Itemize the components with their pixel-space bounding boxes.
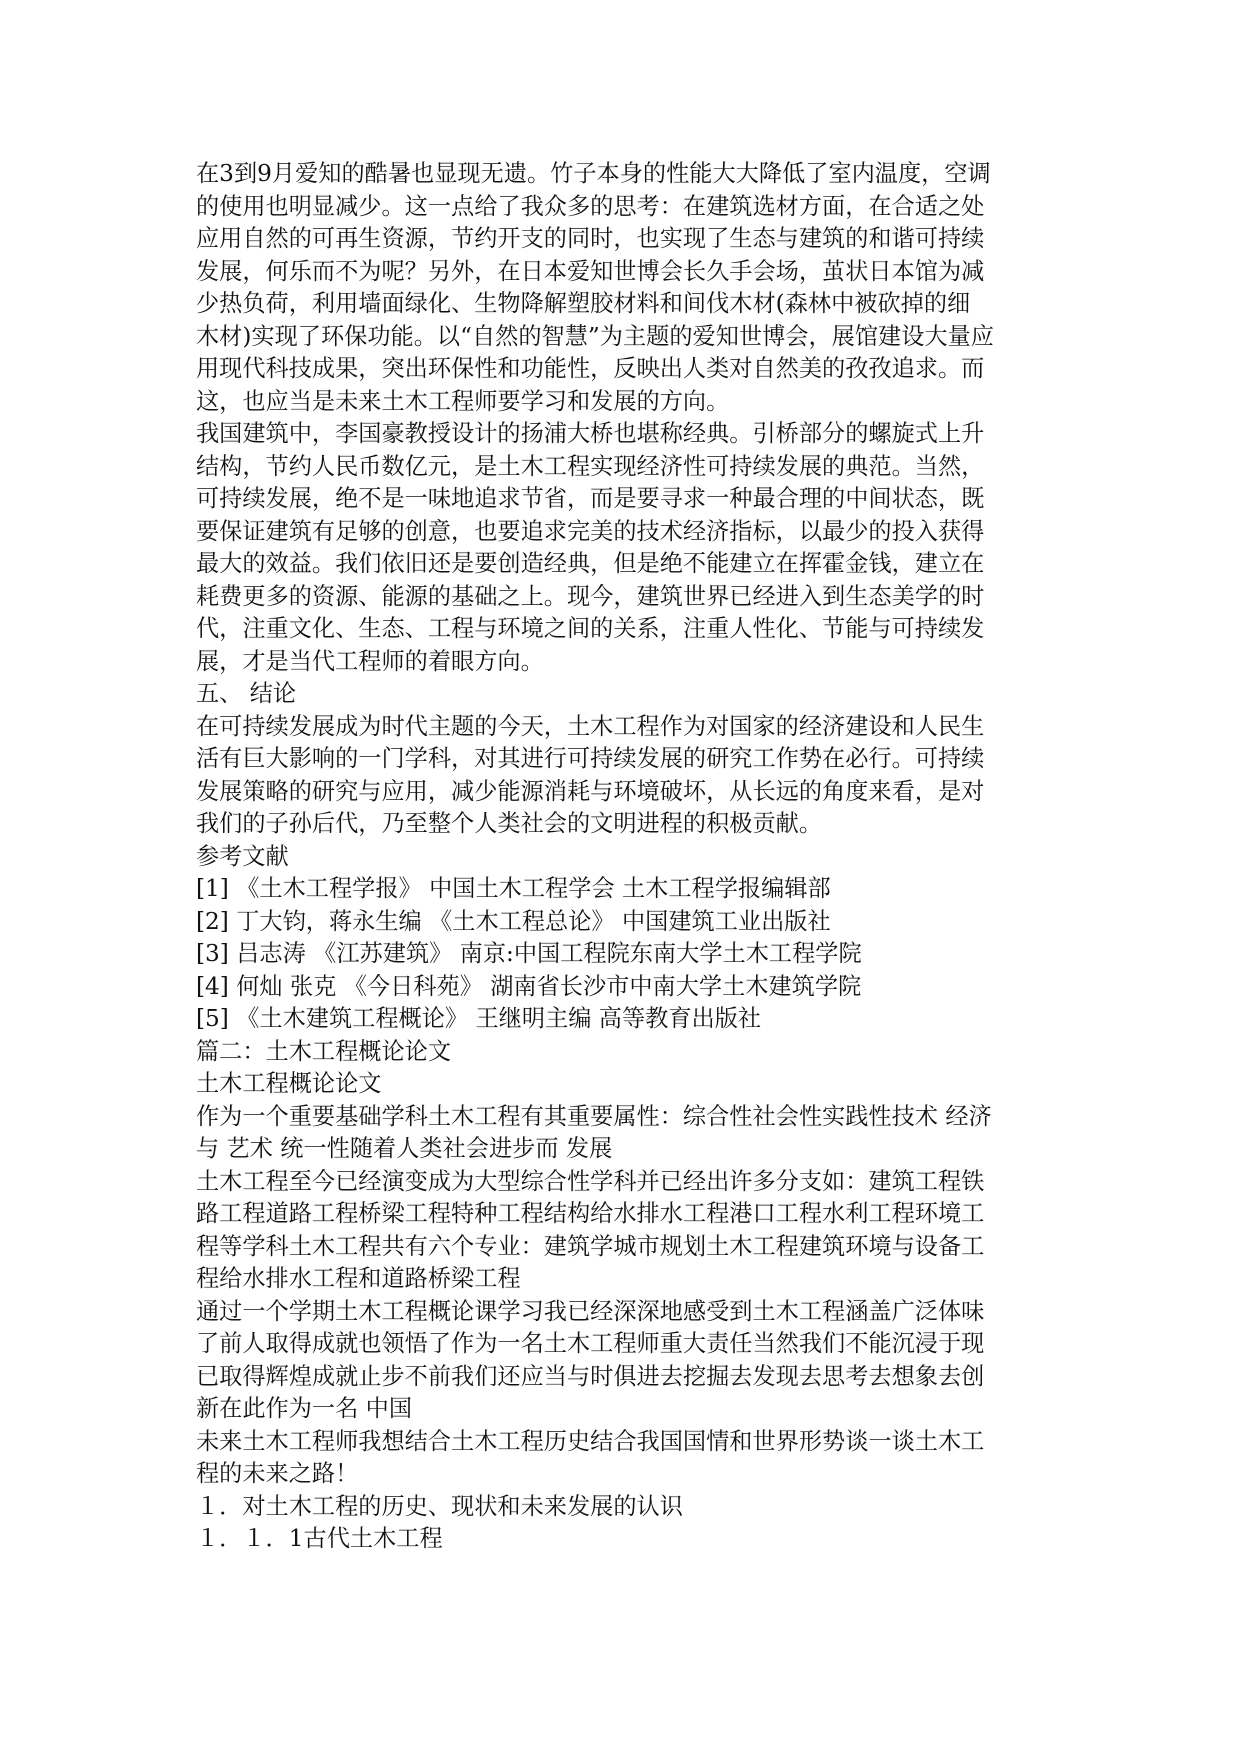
reference-item: [1] 《土木工程学报》 中国土木工程学会 土木工程学报编辑部	[196, 875, 831, 902]
text-line: 在3到9月爱知的酷暑也显现无遗。竹子本身的性能大大降低了室内温度，空调	[196, 160, 991, 187]
document-body	[196, 158, 1056, 1556]
reference-item: [4] 何灿 张克 《今日科苑》 湖南省长沙市中南大学土木建筑学院	[196, 972, 862, 1000]
text-line: 我们的子孙后代，乃至整个人类社会的文明进程的积极贡献。	[196, 810, 823, 837]
text-line: 用现代科技成果，突出环保性和功能性，反映出人类对自然美的孜孜追求。而	[196, 355, 985, 382]
text-line: 在可持续发展成为时代主题的今天，土木工程作为对国家的经济建设和人民生	[196, 712, 985, 740]
text-line: 展，才是当代工程师的着眼方向。	[196, 647, 544, 675]
text-line: 最大的效益。我们依旧还是要创造经典，但是绝不能建立在挥霍金钱，建立在	[196, 550, 985, 577]
numbered-subheading: １．１．1古代土木工程	[196, 1525, 443, 1552]
text-line: 要保证建筑有足够的创意，也要追求完美的技术经济指标，以最少的投入获得	[196, 517, 985, 545]
text-line: 少热负荷，利用墙面绿化、生物降解塑胶材料和间伐木材(森林中被砍掉的细	[196, 290, 971, 317]
text-line: 结构，节约人民币数亿元，是土木工程实现经济性可持续发展的典范。当然，	[196, 452, 985, 480]
text-line: 代，注重文化、生态、工程与环境之间的关系，注重人性化、节能与可持续发	[196, 615, 985, 642]
text-line: 未来土木工程师我想结合土木工程历史结合我国国情和世界形势谈一谈土木工	[196, 1427, 985, 1455]
text-line: 新在此作为一名 中国	[196, 1395, 413, 1422]
reference-item: [2] 丁大钧，蒋永生编 《土木工程总论》 中国建筑工业出版社	[196, 907, 831, 935]
text-line: 的使用也明显减少。这一点给了我众多的思考：在建筑选材方面，在合适之处	[196, 192, 985, 220]
text-line: 活有巨大影响的一门学科，对其进行可持续发展的研究工作势在必行。可持续	[196, 745, 985, 772]
text-line: 已取得辉煌成就止步不前我们还应当与时俱进去挖掘去发现去思考去想象去创	[196, 1362, 985, 1390]
numbered-heading: １．对土木工程的历史、现状和未来发展的认识	[196, 1492, 683, 1520]
text-line: 与 艺术 统一性随着人类社会进步而 发展	[196, 1135, 613, 1162]
text-line: 程的未来之路！	[196, 1460, 359, 1487]
article-title: 土木工程概论论文	[196, 1070, 382, 1097]
text-line: 通过一个学期土木工程概论课学习我已经深深地感受到土木工程涵盖广泛体味	[196, 1297, 985, 1325]
text-line: 发展策略的研究与应用，减少能源消耗与环境破坏，从长远的角度来看，是对	[196, 777, 985, 805]
section-heading: 五、 结论	[196, 680, 297, 707]
text-line: 作为一个重要基础学科土木工程有其重要属性：综合性社会性实践性技术 经济	[196, 1102, 992, 1130]
text-line: 程给水排水工程和道路桥梁工程	[196, 1265, 521, 1292]
reference-item: [5] 《土木建筑工程概论》 王继明主编 高等教育出版社	[196, 1005, 762, 1032]
text-line: 可持续发展，绝不是一味地追求节省，而是要寻求一种最合理的中间状态，既	[196, 485, 985, 512]
text-line: 我国建筑中，李国豪教授设计的扬浦大桥也堪称经典。引桥部分的螺旋式上升	[196, 420, 985, 447]
text-line: 发展，何乐而不为呢？另外，在日本爱知世博会长久手会场，茧状日本馆为减	[196, 257, 985, 285]
text-line: 木材)实现了环保功能。以“自然的智慧”为主题的爱知世博会，展馆建设大量应	[196, 322, 994, 350]
text-line: 这，也应当是未来土木工程师要学习和发展的方向。	[196, 387, 730, 415]
part-heading: 篇二：土木工程概论论文	[196, 1037, 452, 1065]
reference-item: [3] 吕志涛 《江苏建筑》 南京:中国工程院东南大学土木工程学院	[196, 940, 862, 967]
text-line: 土木工程至今已经演变成为大型综合性学科并已经出许多分支如：建筑工程铁	[196, 1167, 985, 1195]
text-line: 应用自然的可再生资源，节约开支的同时，也实现了生态与建筑的和谐可持续	[196, 225, 985, 252]
text-line: 耗费更多的资源、能源的基础之上。现今，建筑世界已经进入到生态美学的时	[196, 582, 985, 610]
references-heading: 参考文献	[196, 842, 289, 870]
text-line: 路工程道路工程桥梁工程特种工程结构给水排水工程港口工程水利工程环境工	[196, 1200, 985, 1227]
text-line: 了前人取得成就也领悟了作为一名土木工程师重大责任当然我们不能沉浸于现	[196, 1330, 985, 1357]
text-line: 程等学科土木工程共有六个专业：建筑学城市规划土木工程建筑环境与设备工	[196, 1232, 985, 1260]
